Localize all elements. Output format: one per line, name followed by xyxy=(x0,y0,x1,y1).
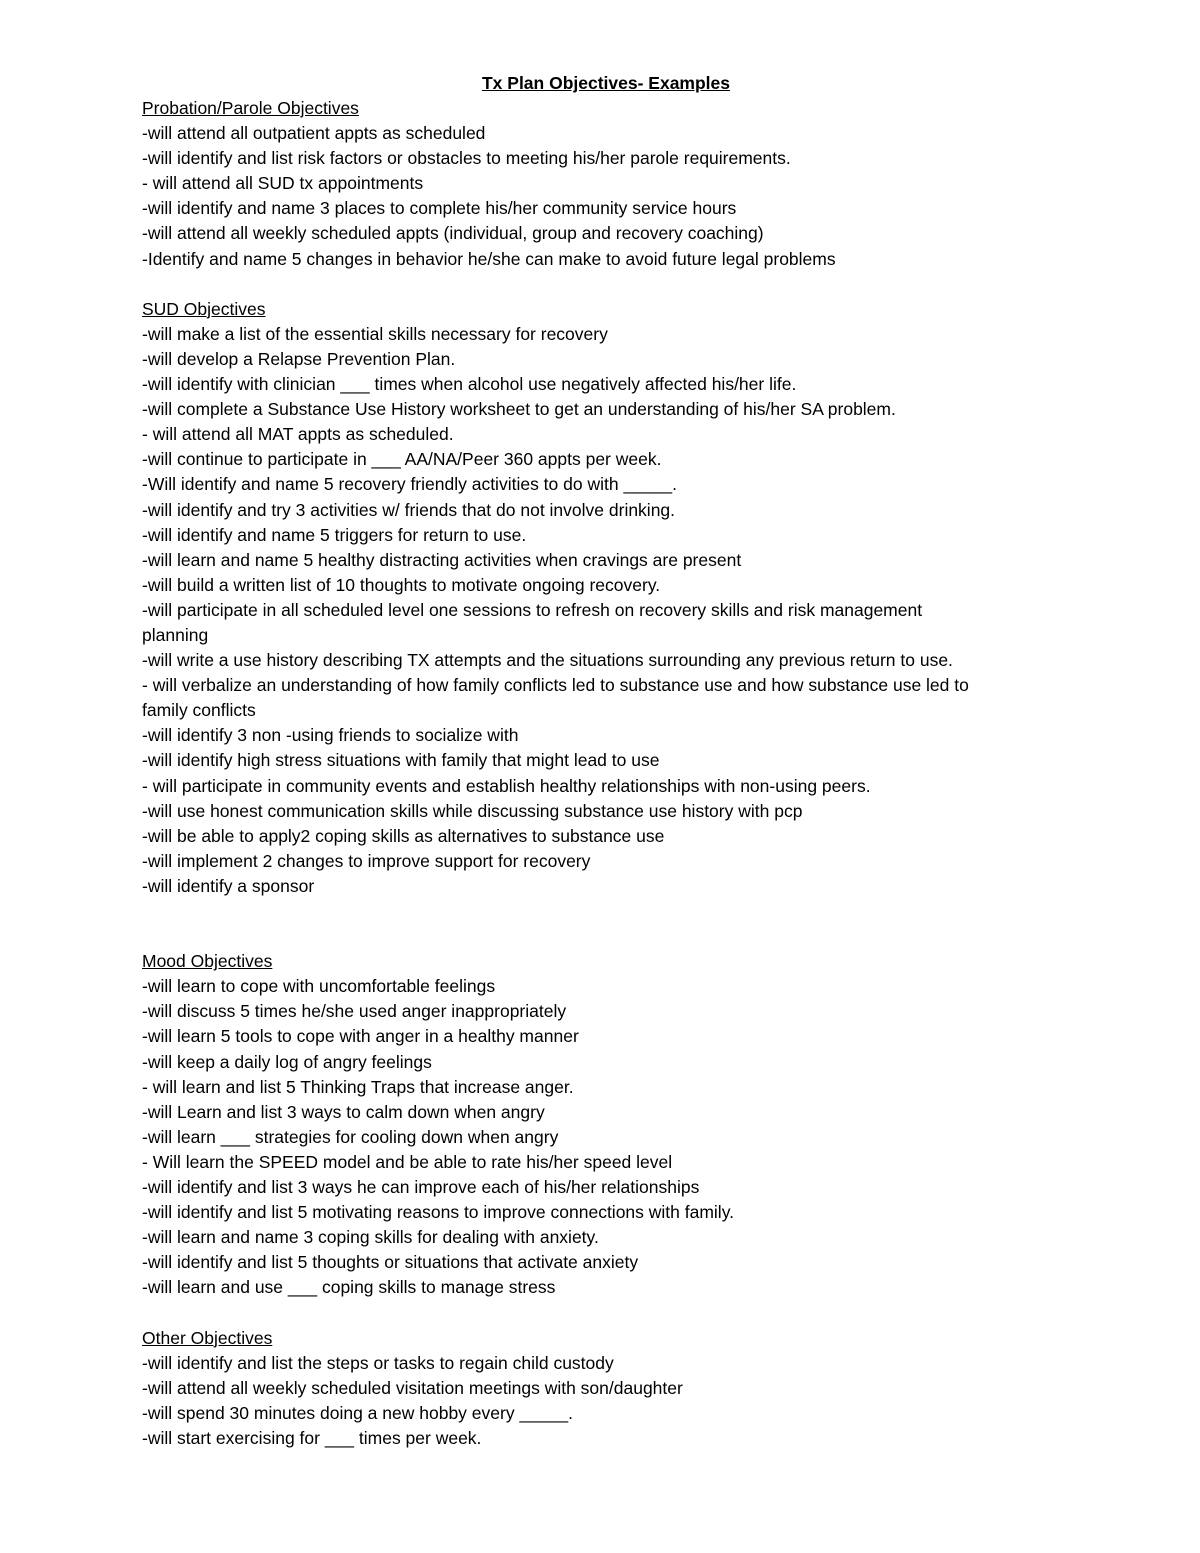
objective-item: -will develop a Relapse Prevention Plan. xyxy=(142,348,456,369)
objective-item: -will identify high stress situations with family that might lead to use xyxy=(142,750,660,771)
objective-item: - Will learn the SPEED model and be able to rate his/her speed level xyxy=(142,1151,673,1172)
objective-item: -will learn ___ strategies for cooling down when angry xyxy=(142,1126,559,1147)
section-probation-parole xyxy=(142,96,1062,272)
objective-item: -will identify and list 5 thoughts or situations that activate anxiety xyxy=(142,1252,639,1273)
objective-item: -will learn and use ___ coping skills to manage stress xyxy=(142,1277,556,1298)
objective-item: -will identify 3 non -using friends to socialize with xyxy=(142,725,519,746)
objective-item: -will identify and list risk factors or obstacles to meeting his/her parole requirements. xyxy=(142,148,791,169)
objective-item: - will verbalize an understanding of how family conflicts led to substance use and how substance use led to family conflicts xyxy=(142,675,969,721)
objective-item: -will attend all weekly scheduled appts (individual, group and recovery coaching) xyxy=(142,223,764,244)
objective-item: -will attend all outpatient appts as scheduled xyxy=(142,123,486,144)
objective-item: -will discuss 5 times he/she used anger inappropriately xyxy=(142,1001,567,1022)
objective-item: -will participate in all scheduled level one sessions to refresh on recovery skills and risk management planning xyxy=(142,599,923,645)
objective-item: -will use honest communication skills while discussing substance use history with pcp xyxy=(142,800,803,821)
objective-item: -will complete a Substance Use History worksheet to get an understanding of his/her SA problem. xyxy=(142,399,896,420)
objective-item: -will attend all weekly scheduled visitation meetings with son/daughter xyxy=(142,1377,683,1398)
section-spacer xyxy=(142,272,1062,297)
objective-item: -will start exercising for ___ times per week. xyxy=(142,1427,482,1448)
objective-item: - will attend all SUD tx appointments xyxy=(142,173,424,194)
objective-item: -will build a written list of 10 thoughts to motivate ongoing recovery. xyxy=(142,574,661,595)
section-heading: SUD Objectives xyxy=(142,298,266,319)
section-mood xyxy=(142,949,1062,1300)
objective-item: -will write a use history describing TX attempts and the situations surrounding any previous return to use. xyxy=(142,650,953,671)
objective-item: -will identify with clinician ___ times when alcohol use negatively affected his/her life. xyxy=(142,374,797,395)
document-page xyxy=(142,70,1062,1451)
objective-item: -will identify and try 3 activities w/ friends that do not involve drinking. xyxy=(142,499,676,520)
document-title: Tx Plan Objectives- Examples xyxy=(481,73,731,93)
objective-item: -will identify and list 5 motivating reasons to improve connections with family. xyxy=(142,1202,735,1223)
section-spacer xyxy=(142,899,1062,949)
section-heading: Mood Objectives xyxy=(142,951,273,972)
objective-item: -will keep a daily log of angry feelings xyxy=(142,1051,432,1072)
section-sud xyxy=(142,297,1062,899)
objective-item: -will learn and name 3 coping skills for dealing with anxiety. xyxy=(142,1227,599,1248)
section-heading: Probation/Parole Objectives xyxy=(142,98,359,118)
objective-item: -will Learn and list 3 ways to calm down when angry xyxy=(142,1101,545,1122)
section-other xyxy=(142,1326,1062,1451)
objective-item: -Will identify and name 5 recovery friendly activities to do with _____. xyxy=(142,474,677,495)
section-heading: Other Objectives xyxy=(142,1327,273,1348)
objective-item: -will learn and name 5 healthy distracting activities when cravings are present xyxy=(142,549,742,570)
objective-item: -will learn 5 tools to cope with anger in a healthy manner xyxy=(142,1026,579,1047)
objective-item: - will participate in community events and establish healthy relationships with non-using peers. xyxy=(142,775,871,796)
objective-item: -will learn to cope with uncomfortable feelings xyxy=(142,976,496,997)
objective-item: -will identify a sponsor xyxy=(142,875,315,896)
section-spacer xyxy=(142,1301,1062,1326)
objective-item: - will learn and list 5 Thinking Traps that increase anger. xyxy=(142,1076,574,1097)
objective-item: -will identify and list the steps or tasks to regain child custody xyxy=(142,1352,614,1373)
objective-item: -will be able to apply2 coping skills as alternatives to substance use xyxy=(142,825,665,846)
objective-item: -will identify and name 5 triggers for return to use. xyxy=(142,524,527,545)
objective-item: -will continue to participate in ___ AA/NA/Peer 360 appts per week. xyxy=(142,449,662,470)
objective-item: -will identify and list 3 ways he can improve each of his/her relationships xyxy=(142,1177,700,1198)
objective-item: - will attend all MAT appts as scheduled. xyxy=(142,424,454,445)
objective-item: -will spend 30 minutes doing a new hobby every _____. xyxy=(142,1402,573,1423)
objective-item: -will make a list of the essential skills necessary for recovery xyxy=(142,323,608,344)
objective-item: -will implement 2 changes to improve support for recovery xyxy=(142,850,591,871)
objective-item: -will identify and name 3 places to complete his/her community service hours xyxy=(142,198,737,219)
objective-item: -Identify and name 5 changes in behavior he/she can make to avoid future legal problems xyxy=(142,248,836,269)
